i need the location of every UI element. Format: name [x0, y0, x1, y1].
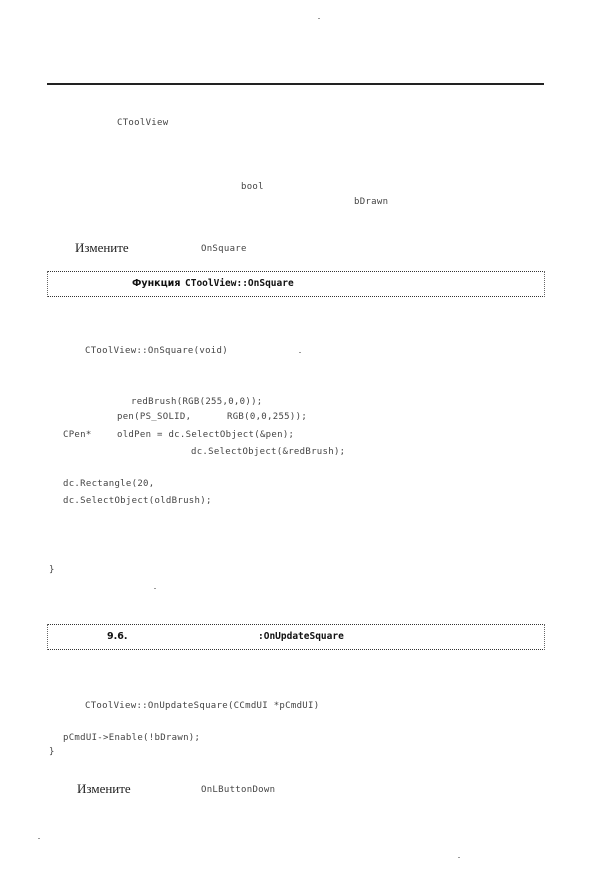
code-line: dc.SelectObject(&redBrush); — [191, 447, 346, 457]
code-line: pen(PS_SOLID, — [117, 412, 192, 422]
code-line: CPen* — [63, 430, 92, 440]
code-line: CToolView::OnSquare(void) — [85, 346, 228, 356]
bdrawn-var-text: bDrawn — [354, 197, 389, 207]
code-line: oldPen = dc.SelectObject(&pen); — [117, 430, 295, 440]
code-line: } — [49, 565, 55, 575]
listing-1-caption — [47, 271, 545, 297]
code-line: dc.SelectObject(oldBrush); — [63, 496, 212, 506]
onsquare-name-text: OnSquare — [201, 244, 247, 254]
onlbuttondown-name-text: OnLButtonDown — [201, 785, 276, 795]
listing-2-caption-number: 9.6. — [107, 631, 128, 642]
listing-2-caption — [47, 624, 545, 650]
scan-speck — [38, 838, 40, 839]
change-instruction-2: Измените — [77, 781, 131, 796]
scan-speck — [299, 352, 301, 353]
listing-2-caption-code: :OnUpdateSquare — [258, 631, 344, 642]
scan-speck — [458, 857, 460, 858]
scan-speck — [154, 588, 156, 589]
listing-1-caption-code: CToolView::OnSquare — [185, 278, 294, 289]
code-line: dc.Rectangle(20, — [63, 479, 155, 489]
listing-1-caption-label: Функция — [132, 278, 181, 289]
code-line: CToolView::OnUpdateSquare(CCmdUI *pCmdUI) — [85, 701, 320, 711]
code-line: pCmdUI->Enable(!bDrawn); — [63, 733, 201, 743]
bool-type-text: bool — [241, 182, 264, 192]
scan-speck — [318, 18, 320, 19]
code-line: } — [49, 747, 55, 757]
top-rule — [47, 83, 544, 85]
change-instruction-1: Измените — [75, 240, 129, 255]
class-name-text: CToolView — [117, 118, 169, 128]
code-line: RGB(0,0,255)); — [227, 412, 308, 422]
code-line: redBrush(RGB(255,0,0)); — [131, 397, 263, 407]
